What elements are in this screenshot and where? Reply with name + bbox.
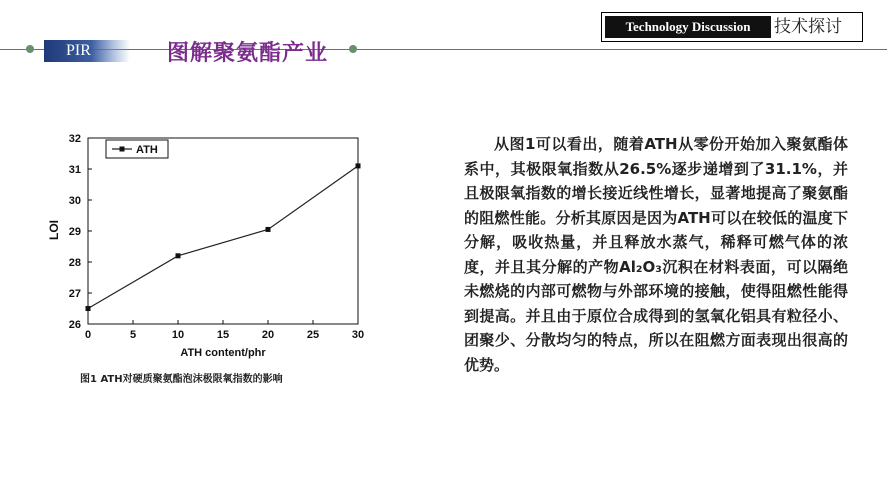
y-tick-label: 29 xyxy=(68,226,81,238)
data-point xyxy=(176,253,181,258)
x-tick-label: 15 xyxy=(216,329,230,341)
section-label-box xyxy=(601,12,863,42)
section-label-english: Technology Discussion xyxy=(605,16,771,38)
x-axis-label: ATH content/phr xyxy=(180,347,266,359)
x-tick-label: 5 xyxy=(129,329,137,341)
page-title: 图解聚氨酯产业 xyxy=(167,41,329,66)
data-point xyxy=(356,163,361,168)
x-tick-label: 30 xyxy=(351,329,365,341)
chart-legend xyxy=(106,140,168,158)
x-tick-label: 0 xyxy=(84,329,92,341)
divider-dot-right xyxy=(349,45,357,53)
y-axis-label: LOI xyxy=(47,220,61,240)
y-tick-label: 27 xyxy=(68,288,81,300)
y-tick-label: 28 xyxy=(68,257,81,269)
loi-line-chart xyxy=(40,128,380,363)
divider-dot-left xyxy=(26,45,34,53)
header-divider-line xyxy=(0,49,887,50)
y-tick-label: 30 xyxy=(68,195,81,207)
x-tick-label: 20 xyxy=(261,329,275,341)
legend-marker xyxy=(120,147,125,152)
legend-label: ATH xyxy=(136,144,158,156)
pir-badge: PIR xyxy=(44,40,130,62)
chart-ticks xyxy=(69,133,364,341)
chart-series xyxy=(86,163,361,311)
body-paragraph: 从图1可以看出，随着ATH从零份开始加入聚氨酯体系中，其极限氧指数从26.5%逐步递增到了31.1%，并且极限氧指数的增长接近线性增长，显著地提高了聚氨酯的阻燃性能。分析其原因是因为ATH可以在较低的温度下分解，吸收热量，并且释放水蒸气，稀释可燃气体的浓度，并且其分解的产物Al₂O₃沉积在材料表面，可以隔绝未燃烧的内部可燃物与外部环境的接触，使得阻燃性能得到提高。并且由于原位合成得到的氢氧化铝具有粒径小、团聚少、分散均匀的特点，所以在阻燃方面表现出很高的优势。 xyxy=(464,135,848,374)
y-tick-label: 26 xyxy=(68,319,81,331)
x-tick-label: 10 xyxy=(171,329,185,341)
plot-frame xyxy=(88,138,358,324)
y-tick-label: 32 xyxy=(68,133,81,145)
data-point xyxy=(86,306,91,311)
y-tick-label: 31 xyxy=(68,164,81,176)
data-point xyxy=(266,227,271,232)
figure-caption: 图1 ATH对硬质聚氨酯泡沫极限氧指数的影响 xyxy=(80,374,283,385)
chart-axes xyxy=(88,138,358,324)
x-tick-label: 25 xyxy=(306,329,320,341)
series-line xyxy=(88,166,358,309)
section-label-chinese: 技术探讨 xyxy=(774,17,842,37)
